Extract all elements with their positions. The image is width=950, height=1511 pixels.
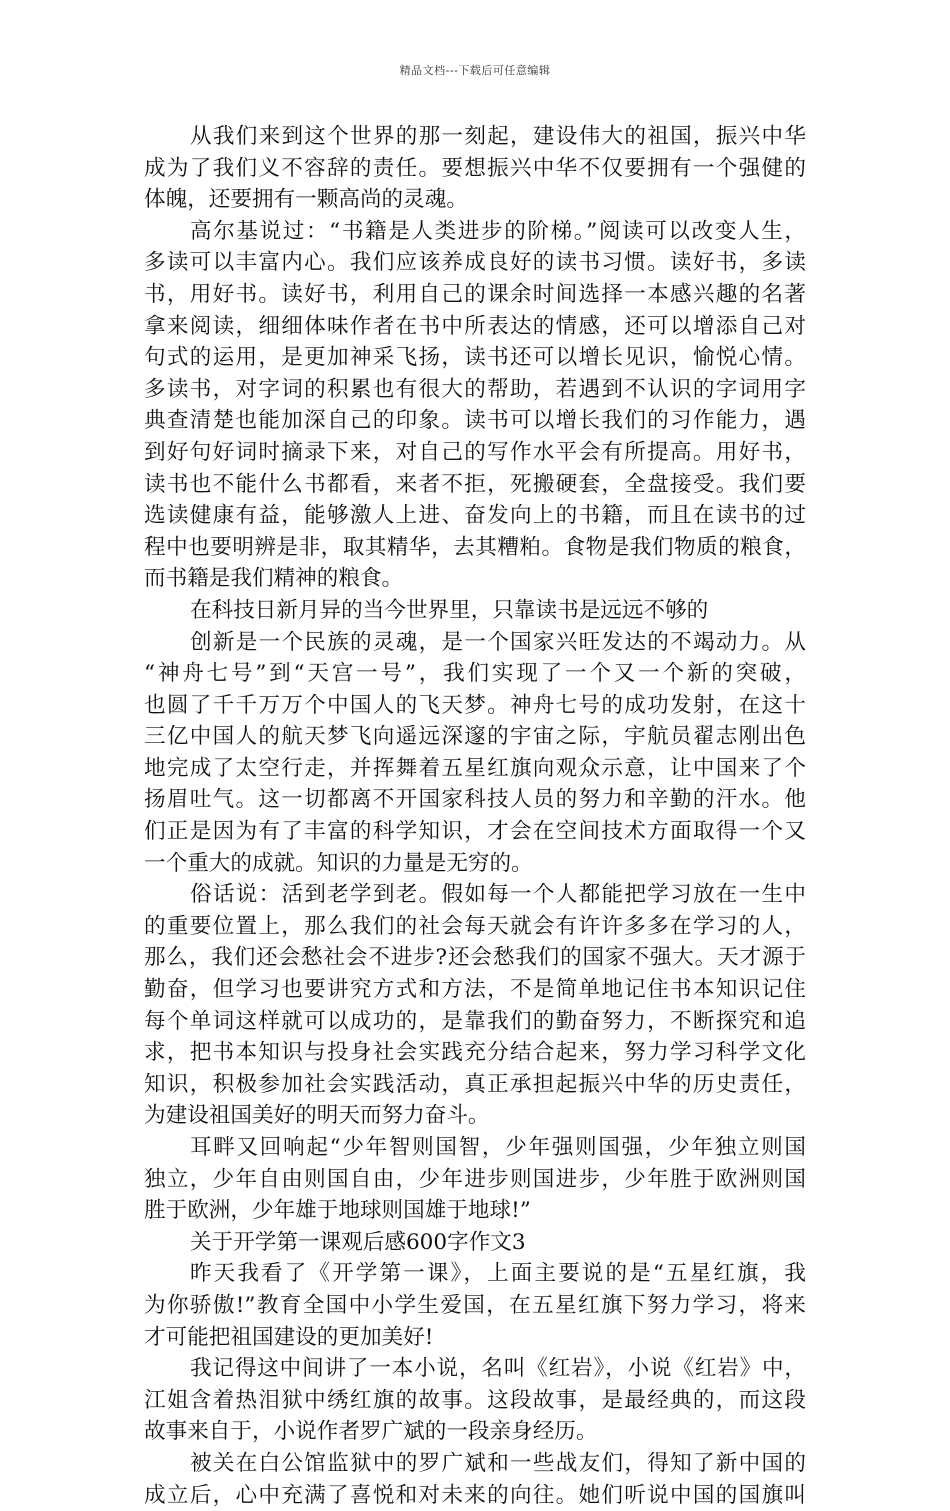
text-line: 成立后，心中充满了喜悦和对未来的向往。她们听说中国的国旗叫	[144, 1482, 806, 1508]
text-line: 耳畔又回响起“少年智则国智，少年强则国强，少年独立则国	[190, 1135, 806, 1160]
text-line: 多读可以丰富内心。我们应该养成良好的读书习惯。读好书，多读	[144, 250, 806, 276]
text-line: 我记得这中间讲了一本小说，名叫《红岩》，小说《红岩》中，	[190, 1356, 806, 1382]
text-line: “神舟七号”到“天宫一号”，我们实现了一个又一个新的突破，	[144, 661, 806, 687]
text-line: 勤奋，但学习也要讲究方式和方法，不是简单地记住书本知识记住	[144, 977, 806, 1003]
text-line: 成为了我们义不容辞的责任。要想振兴中华不仅要拥有一个强健的	[144, 155, 806, 181]
text-line: 创新是一个民族的灵魂，是一个国家兴旺发达的不竭动力。从	[190, 629, 806, 655]
text-line: 每个单词这样就可以成功的，是靠我们的勤奋努力，不断探究和追	[144, 1008, 806, 1034]
text-line: 那么，我们还会愁社会不进步?还会愁我们的国家不强大。天才源于	[144, 945, 806, 971]
text-line: 才可能把祖国建设的更加美好!	[144, 1324, 434, 1350]
text-line: 被关在白公馆监狱中的罗广斌和一些战友们，得知了新中国的	[190, 1450, 806, 1476]
text-line: 一个重大的成就。知识的力量是无穷的。	[144, 850, 533, 876]
text-line: 们正是因为有了丰富的科学知识，才会在空间技术方面取得一个又	[144, 819, 806, 845]
document-body	[144, 121, 806, 1511]
text-line: 为你骄傲!”教育全国中小学生爱国，在五星红旗下努力学习，将来	[144, 1292, 806, 1318]
text-line: 句式的运用，是更加神采飞扬，读书还可以增长见识，愉悦心情。	[144, 345, 806, 371]
text-line: 关于开学第一课观后感600字作文3	[190, 1229, 526, 1255]
text-line: 为建设祖国美好的明天而努力奋斗。	[144, 1103, 490, 1129]
text-line: 到好句好词时摘录下来，对自己的写作水平会有所提高。用好书，	[144, 439, 806, 465]
text-line: 俗话说：活到老学到老。假如每一个人都能把学习放在一生中	[190, 882, 806, 908]
text-line: 书，用好书。读好书，利用自己的课余时间选择一本感兴趣的名著	[144, 281, 806, 307]
text-line: 多读书，对字词的积累也有很大的帮助，若遇到不认识的字词用字	[144, 376, 806, 402]
text-line: 在科技日新月异的当今世界里，只靠读书是远远不够的	[190, 597, 709, 623]
text-line: 从我们来到这个世界的那一刻起，建设伟大的祖国，振兴中华	[190, 124, 806, 149]
page-header: 精品文档---下载后可任意编辑	[399, 64, 551, 77]
text-line: 扬眉吐气。这一切都离不开国家科技人员的努力和辛勤的汗水。他	[144, 787, 806, 813]
text-line: 昨天我看了《开学第一课》，上面主要说的是“五星红旗，我	[190, 1261, 806, 1287]
text-line: 拿来阅读，细细体味作者在书中所表达的情感，还可以增添自己对	[144, 313, 806, 339]
text-line: 的重要位置上，那么我们的社会每天就会有许许多多在学习的人，	[144, 913, 806, 939]
text-line: 知识，积极参加社会实践活动，真正承担起振兴中华的历史责任，	[144, 1071, 806, 1097]
text-line: 也圆了千千万万个中国人的飞天梦。神舟七号的成功发射，在这十	[144, 692, 806, 718]
text-line: 而书籍是我们精神的粮食。	[144, 566, 404, 592]
text-line: 典查清楚也能加深自己的印象。读书可以增长我们的习作能力，遇	[144, 408, 806, 434]
text-line: 高尔基说过：“书籍是人类进步的阶梯。”阅读可以改变人生，	[190, 218, 806, 244]
text-line: 故事来自于，小说作者罗广斌的一段亲身经历。	[144, 1419, 598, 1445]
text-line: 独立，少年自由则国自由，少年进步则国进步，少年胜于欧洲则国	[144, 1166, 806, 1192]
text-line: 江姐含着热泪狱中绣红旗的故事。这段故事，是最经典的，而这段	[144, 1387, 806, 1413]
text-line: 程中也要明辨是非，取其精华，去其糟粕。食物是我们物质的粮食，	[144, 534, 806, 560]
text-line: 选读健康有益，能够激人上进、奋发向上的书籍，而且在读书的过	[144, 503, 806, 529]
text-line: 体魄，还要拥有一颗高尚的灵魂。	[144, 187, 468, 213]
text-line: 三亿中国人的航天梦飞向遥远深邃的宇宙之际，宇航员翟志刚出色	[144, 724, 806, 750]
text-line: 地完成了太空行走，并挥舞着五星红旗向观众示意，让中国来了个	[144, 755, 806, 781]
text-line: 读书也不能什么书都看，来者不拒，死搬硬套，全盘接受。我们要	[144, 471, 806, 497]
text-line: 求，把书本知识与投身社会实践充分结合起来，努力学习科学文化	[144, 1040, 806, 1066]
text-line: 胜于欧洲，少年雄于地球则国雄于地球!”	[144, 1198, 531, 1224]
